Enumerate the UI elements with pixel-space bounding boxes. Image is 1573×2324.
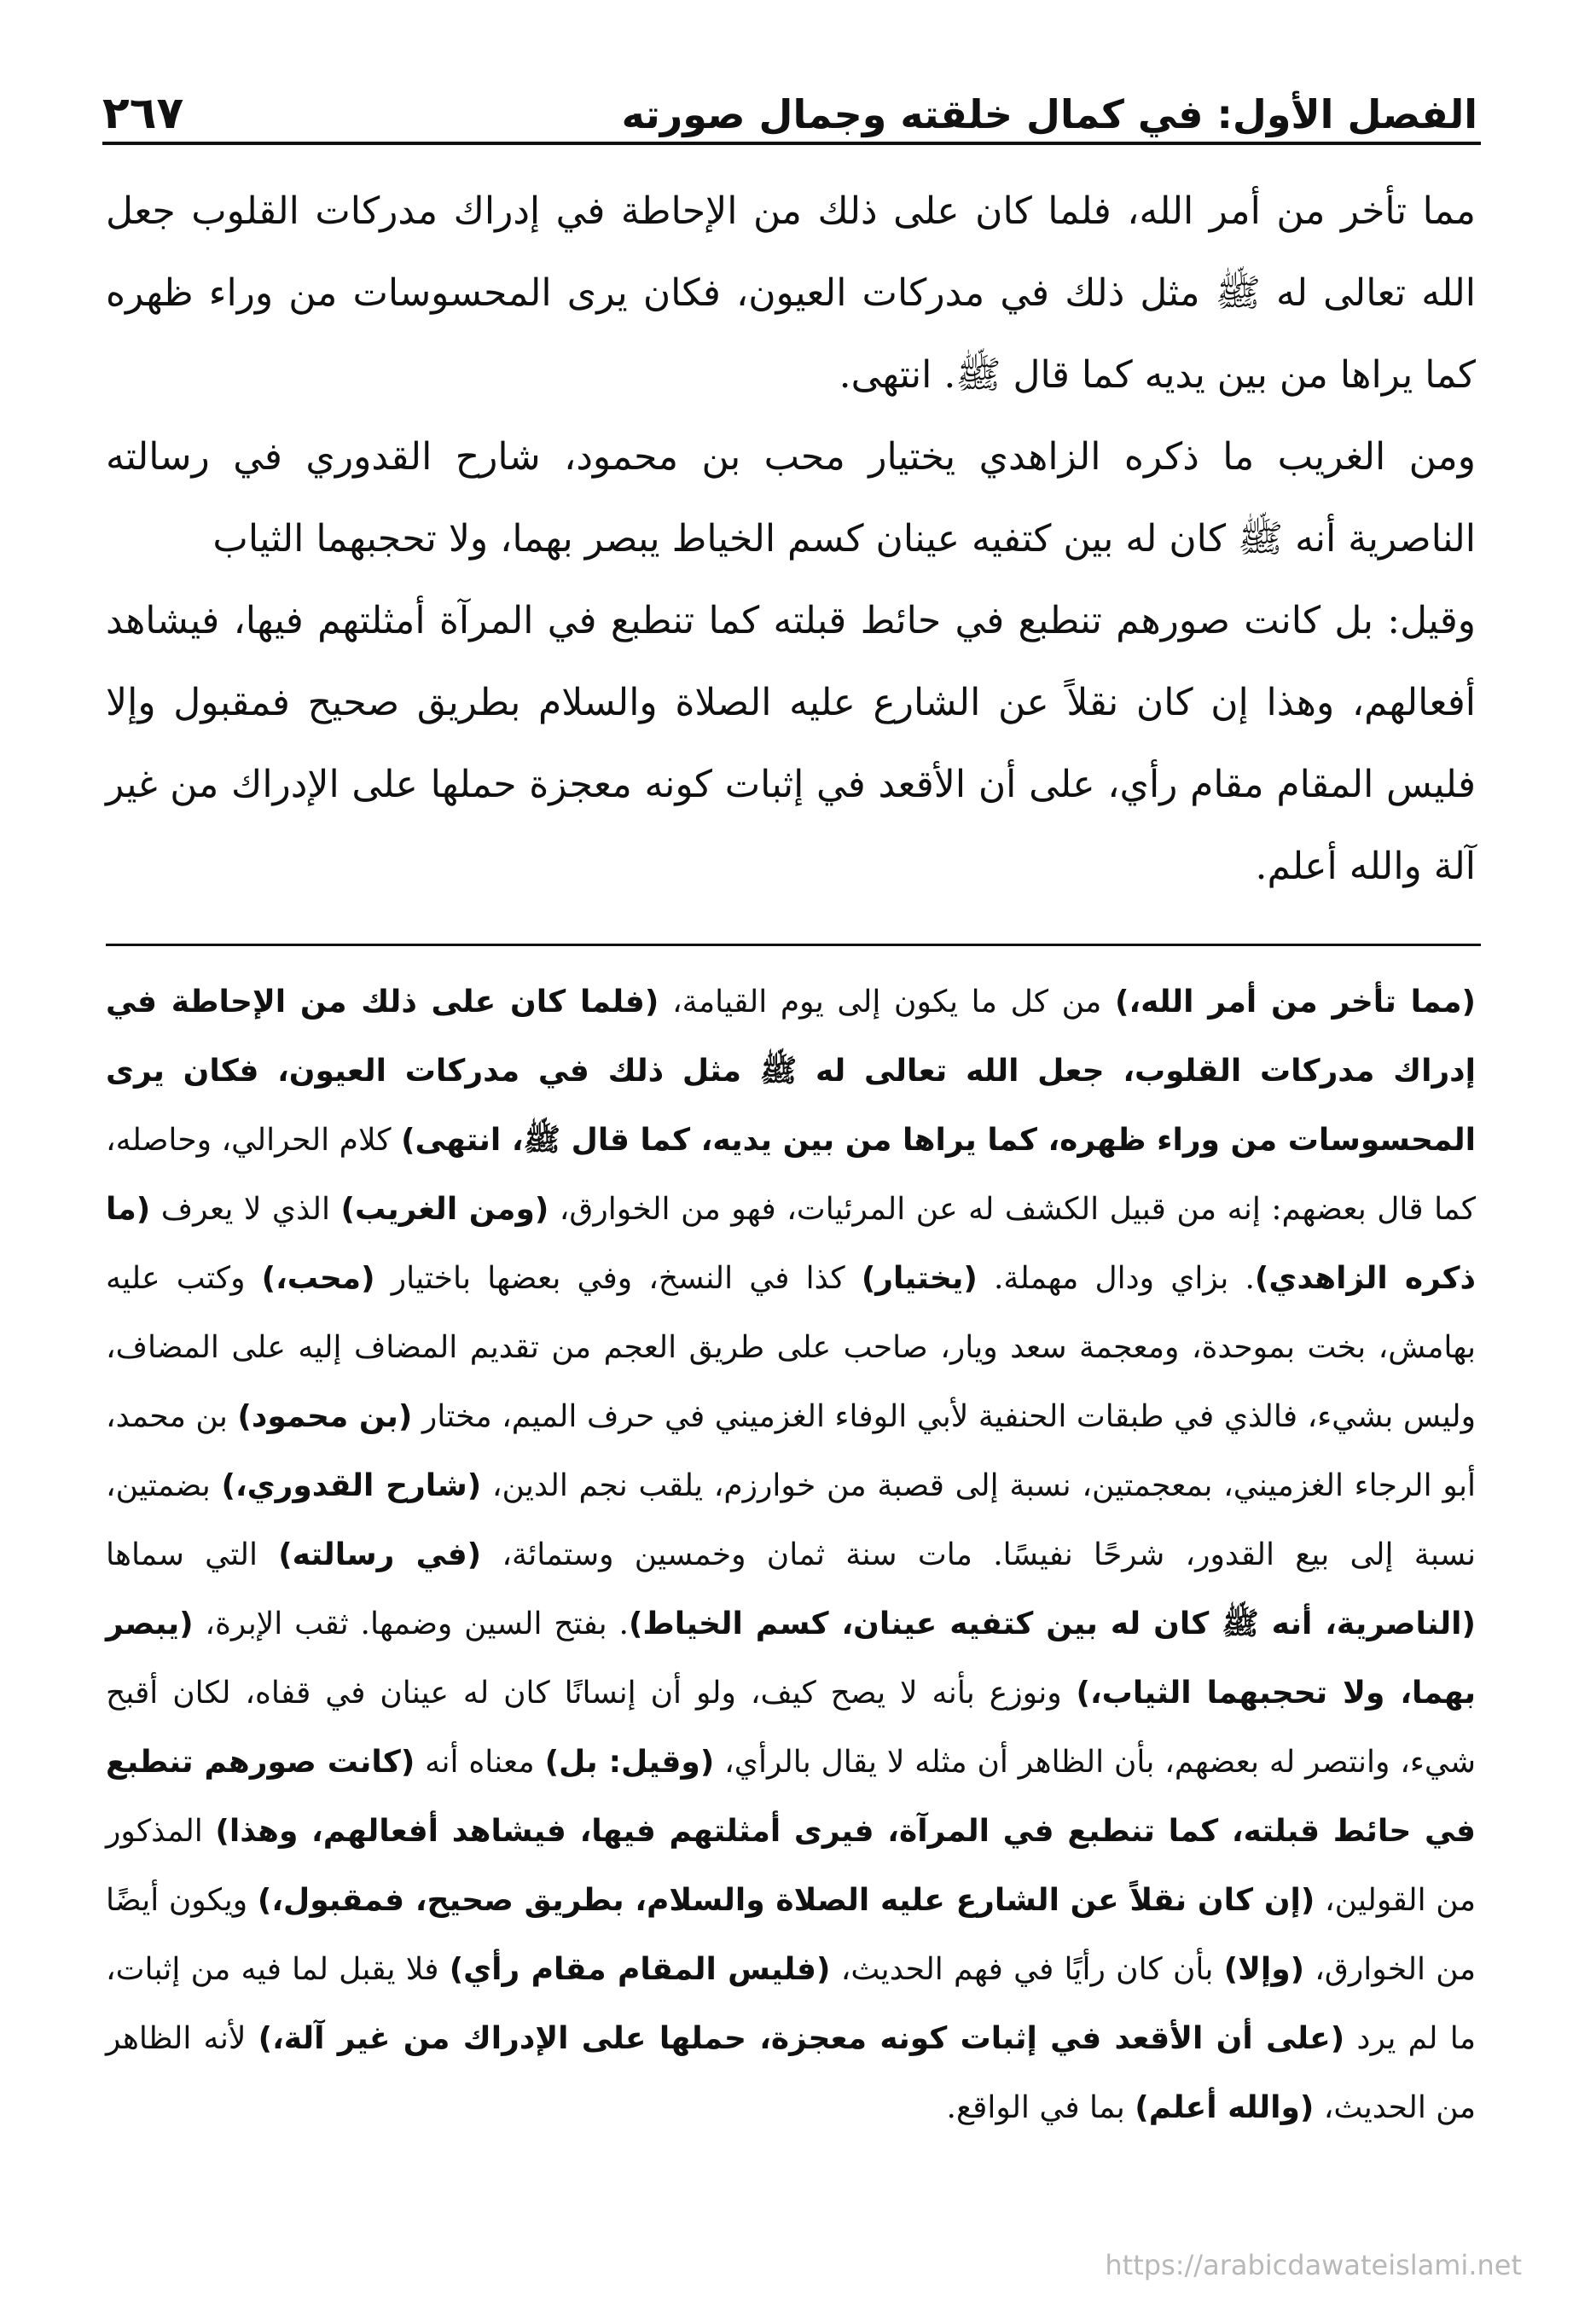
watermark: https://arabicdawateislami.net	[1105, 2249, 1522, 2281]
commentary-text-run: . بزاي ودال مهملة.	[977, 1261, 1255, 1296]
commentary-quoted-text: (إن كان نقلاً عن الشارع عليه الصلاة والسلام، بطريق صحيح، فمقبول،)	[257, 1883, 1315, 1918]
commentary-text-run: ونوزع بأنه لا يصح كيف، ولو أن إنسانًا كان له عينان في قفاه، لكان أقبح شيء، وانتصر له بعضهم، بأن الظاهر أن مثله لا يقال بالرأي،	[106, 1676, 1477, 1780]
commentary-quoted-text: (ما ذكره الزاهدي)	[106, 1192, 1476, 1296]
main-paragraph: ومن الغريب ما ذكره الزاهدي يختيار محب بن محمود، شارح القدوري في رسالته الناصرية أنه ﷺ كان له بين كتفيه عينان كسم الخياط يبصر بهما، ولا تحجبهما الثياب	[106, 435, 1476, 561]
main-paragraph: مما تأخر من أمر الله، فلما كان على ذلك من الإحاطة في إدراك مدركات القلوب جعل الله تعالى له ﷺ مثل ذلك في مدركات العيون، فكان يرى المحسوسات من وراء ظهره كما يراها من بين يديه كما قال ﷺ. انتهى.	[106, 189, 1476, 397]
commentary-quoted-text: (شارح القدوري،)	[221, 1468, 482, 1503]
commentary-text-run: من كل ما يكون إلى يوم القيامة،	[659, 985, 1115, 1020]
commentary-text-run: لأنه الظاهر من الحديث،	[106, 2021, 1476, 2125]
commentary-quoted-text: (وإلا)	[1223, 1952, 1305, 1987]
main-text	[106, 171, 1476, 908]
page-number: ٢٦٧	[102, 87, 184, 139]
commentary-quoted-text: (الناصرية، أنه ﷺ كان له بين كتفيه عينان، كسم الخياط)	[628, 1606, 1476, 1641]
page-header	[102, 53, 1477, 138]
commentary-text-run: المذكور من القولين،	[106, 1814, 1476, 1918]
commentary-text-run: معناه أنه	[415, 1745, 545, 1780]
commentary-text-run: بأن كان رأيًا في فهم الحديث،	[830, 1952, 1224, 1987]
commentary-quoted-text: (ومن الغريب)	[340, 1192, 549, 1227]
commentary-quoted-text: (محب،)	[261, 1261, 375, 1296]
commentary-paragraph	[106, 967, 1476, 2142]
commentary-text-run: الذي لا يعرف	[150, 1192, 341, 1227]
commentary-text-run: فلا يقبل لما فيه من إثبات، ما لم يرد	[106, 1952, 1476, 2056]
commentary-quoted-text: (فليس المقام مقام رأي)	[449, 1952, 831, 1987]
commentary-quoted-text: (كانت صورهم تنطبع في حائط قبلته، كما تنطبع في المرآة، فيرى أمثلتهم فيها، فيشاهد أفعالهم، وهذا)	[106, 1745, 1476, 1849]
commentary-text-run: كلام الحرالي، وحاصله، كما قال بعضهم: إنه من قبيل الكشف له عن المرئيات، فهو من الخوارق،	[106, 1123, 1477, 1227]
commentary-quoted-text: (يختيار)	[861, 1261, 978, 1296]
commentary-quoted-text: (والله أعلم)	[1135, 2090, 1315, 2125]
commentary-quoted-text: (وقيل: بل)	[544, 1745, 715, 1780]
commentary	[106, 967, 1476, 2142]
commentary-quoted-text: (يبصر بهما، ولا تحجبهما الثياب،)	[106, 1606, 1476, 1711]
commentary-text-run: كذا في النسخ، وفي بعضها باختيار	[374, 1261, 862, 1296]
commentary-quoted-text: (على أن الأقعد في إثبات كونه معجزة، حملها على الإدراك من غير آلة،)	[258, 2021, 1345, 2056]
commentary-quoted-text: (بن محمود)	[237, 1399, 413, 1434]
commentary-text-run: بما في الواقع.	[946, 2090, 1135, 2125]
commentary-text-run: وكتب عليه بهامش، بخت بموحدة، ومعجمة سعد ويار، صاحب على طريق العجم من تقديم المضاف إليه على المضاف، وليس بشيء، فالذي في طبقات الحنفية لأبي الوفاء الغزميني في حرف الميم، مختار	[106, 1261, 1476, 1434]
main-paragraph: وقيل: بل كانت صورهم تنطبع في حائط قبلته كما تنطبع في المرآة أمثلتهم فيها، فيشاهد أفعالهم، وهذا إن كان نقلاً عن الشارع عليه الصلاة والسلام بطريق صحيح فمقبول وإلا فليس المقام مقام رأي، على أن الأقعد في إثبات كونه معجزة حملها على الإدراك من غير آلة والله أعلم.	[106, 599, 1476, 888]
chapter-title: الفصل الأول: في كمال خلقته وجمال صورته	[621, 90, 1477, 137]
header-divider	[102, 142, 1481, 145]
commentary-quoted-text: (مما تأخر من أمر الله،)	[1114, 985, 1476, 1020]
commentary-text-run: بضمتين، نسبة إلى بيع القدور، شرحًا نفيسًا. مات سنة ثمان وخمسين وستمائة،	[106, 1468, 1477, 1572]
commentary-quoted-text: (في رسالته)	[278, 1537, 482, 1572]
commentary-text-run: التي سماها	[106, 1537, 279, 1572]
commentary-quoted-text: (فلما كان على ذلك من الإحاطة في إدراك مدركات القلوب، جعل الله تعالى له ﷺ مثل ذلك في مدركات العيون، فكان يرى المحسوسات من وراء ظهره، كما يراها من بين يديه، كما قال ﷺ، انتهى)	[106, 985, 1476, 1158]
commentary-text-run: ويكون أيضًا من الخوارق،	[106, 1883, 1476, 1987]
section-divider	[106, 944, 1481, 946]
commentary-text-run: بن محمد، أبو الرجاء الغزميني، بمعجمتين، نسبة إلى قصبة من خوارزم، يلقب نجم الدين،	[106, 1399, 1476, 1503]
commentary-text-run: . بفتح السين وضمها. ثقب الإبرة،	[193, 1606, 629, 1641]
